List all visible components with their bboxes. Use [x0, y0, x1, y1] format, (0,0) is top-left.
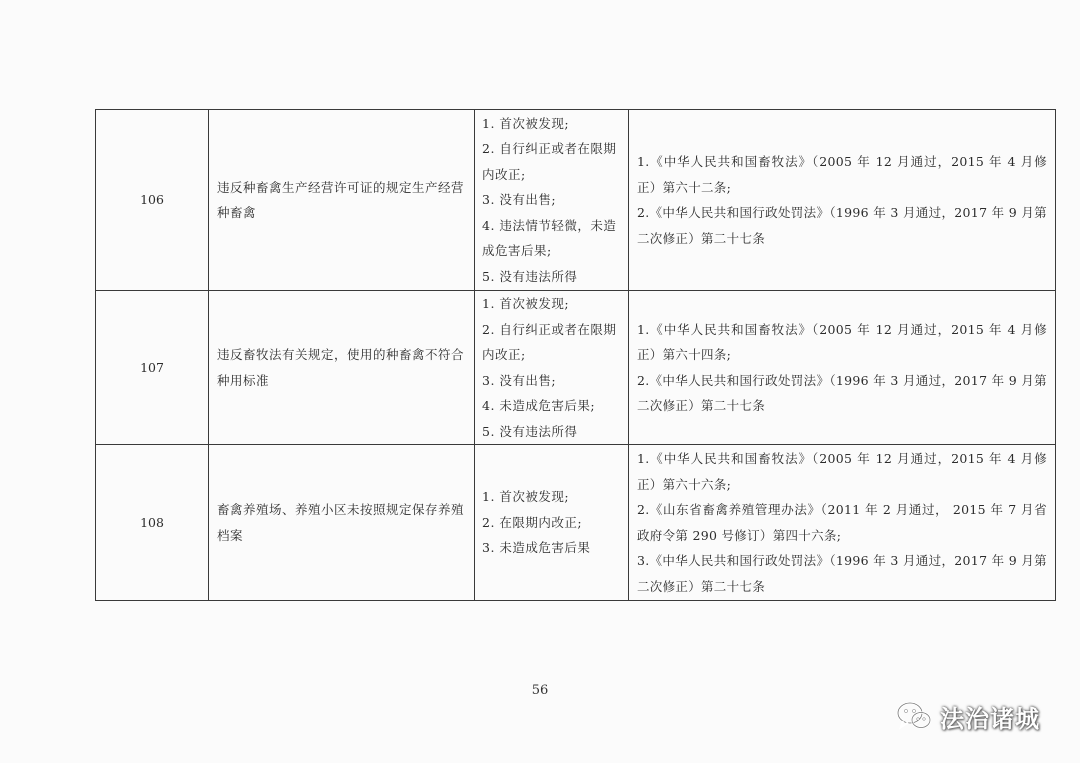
table-row [96, 110, 1056, 291]
legal-basis [629, 291, 1056, 445]
violation-description: 违反种畜禽生产经营许可证的规定生产经营种畜禽 [209, 110, 475, 291]
basis-item: 3.《中华人民共和国行政处罚法》（1996 年 3 月通过，2017 年 9 月第二次修正）第二十七条 [637, 553, 1047, 594]
condition-item: 2. 在限期内改正; [482, 514, 583, 530]
condition-item: 5. 没有违法所得 [482, 268, 578, 284]
condition-item: 5. 没有违法所得 [482, 423, 578, 439]
violation-description: 畜禽养殖场、养殖小区未按照规定保存养殖档案 [209, 445, 475, 601]
condition-item: 1. 首次被发现; [482, 296, 570, 311]
condition-item: 4. 未造成危害后果; [482, 398, 596, 413]
basis-item: 1.《中华人民共和国畜牧法》（2005 年 12 月通过，2015 年 4 月修正）第六十四条; [637, 321, 1047, 362]
basis-item: 1.《中华人民共和国畜牧法》（2005 年 12 月通过，2015 年 4 月修正）第六十二条; [637, 154, 1047, 195]
basis-item: 2.《山东省畜禽养殖管理办法》（2011 年 2 月通过， 2015 年 7 月省政府令第 290 号修订）第四十六条; [637, 502, 1047, 543]
condition-item: 2. 自行纠正或者在限期内改正; [482, 141, 617, 182]
violation-description: 违反畜牧法有关规定，使用的种畜禽不符合种用标准 [209, 291, 475, 445]
page-number: 56 [531, 683, 549, 698]
legal-basis [629, 445, 1056, 601]
wechat-account-watermark [896, 696, 1040, 736]
table-row [96, 291, 1056, 445]
item-number: 107 [96, 291, 209, 445]
basis-item: 1.《中华人民共和国畜牧法》（2005 年 12 月通过，2015 年 4 月修正）第六十六条; [637, 451, 1047, 492]
condition-item: 3. 未造成危害后果 [482, 540, 591, 556]
penalty-exemption-table [95, 109, 1056, 601]
condition-item: 1. 首次被发现; [482, 115, 570, 131]
item-number: 108 [96, 445, 209, 601]
legal-basis [629, 110, 1056, 291]
item-number: 106 [96, 110, 209, 291]
basis-item: 2.《中华人民共和国行政处罚法》（1996 年 3 月通过，2017 年 9 月第二次修正）第二十七条 [637, 205, 1047, 246]
condition-item: 4. 违法情节轻微，未造成危害后果; [482, 217, 617, 259]
condition-item: 3. 没有出售; [482, 192, 557, 208]
basis-item: 2.《中华人民共和国行政处罚法》（1996 年 3 月通过，2017 年 9 月第二次修正）第二十七条 [637, 372, 1047, 413]
condition-item: 3. 没有出售; [482, 372, 557, 388]
exemption-conditions [475, 291, 629, 445]
condition-item: 2. 自行纠正或者在限期内改正; [482, 321, 617, 362]
table-row [96, 445, 1056, 601]
exemption-conditions [475, 445, 629, 601]
watermark-text: 法治诸城 [940, 704, 1040, 733]
exemption-conditions [475, 110, 629, 291]
wechat-icon [896, 700, 932, 732]
condition-item: 1. 首次被发现; [482, 489, 570, 505]
